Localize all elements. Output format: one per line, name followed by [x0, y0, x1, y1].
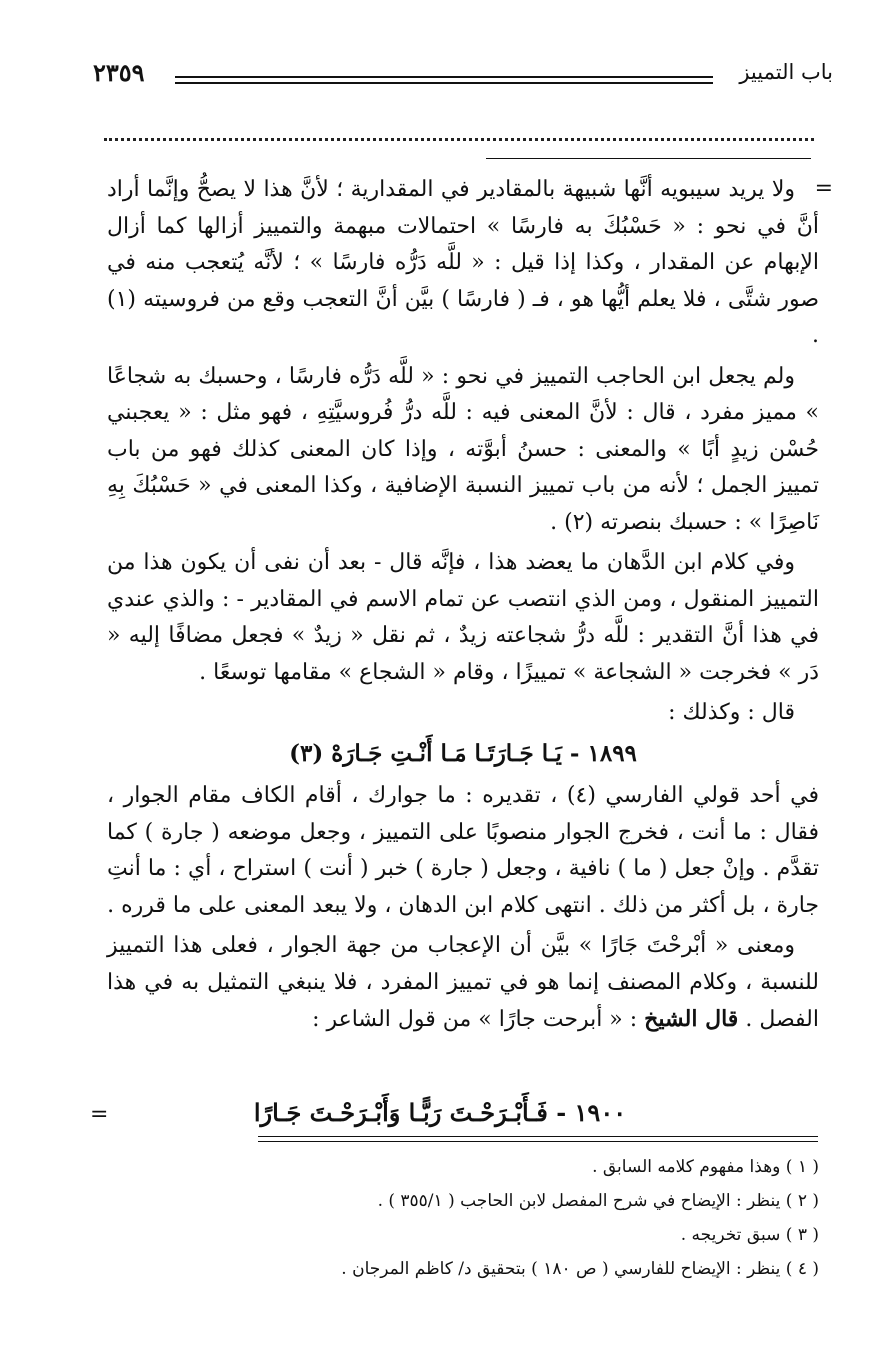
header-rule-2: [175, 82, 713, 84]
footnote-rule: [258, 1136, 818, 1137]
paragraph-6: [107, 928, 819, 1039]
paragraph-4: قال : وكذلك :: [668, 700, 795, 725]
chapter-title: باب التمييز: [739, 60, 833, 84]
paragraph-5: في أحد قولي الفارسي (٤) ، تقديره : ما جوارك ، أقام الكاف مقام الجوار ، فقال : ما أنت ، فخرج الجوار منصوبًا على التمييز ، وجعل موضعه ( جارة ) كما تقدَّم . وإنْ جعل ( ما ) نافية ، وجعل ( جارة ) خبر ( أنت ) استراح ، أي : ما أنتِ جارة ، بل أكثر من ذلك . انتهى كلام ابن الدهان ، ولا يبعد المعنى على ما قرره .: [107, 783, 819, 918]
shaykh-label: قال الشيخ: [644, 1006, 739, 1032]
footnote-rule-2: [258, 1141, 818, 1142]
paragraph-1: ولا يريد سيبويه أنَّها شبيهة بالمقادير في المقدارية ؛ لأنَّ هذا لا يصحُّ وإنَّما أراد أنَّ في نحو : « حَسْبُكَ به فارسًا » احتمالات مبهمة والتمييز أزالها كما أزال الإبهام عن المقدار ، وكذا إذا قيل : « للَّه دَرُّه فارسًا » ؛ لأنَّه يُتعجب منه في صور شتَّى ، فلا يعلم أيُّها هو ، فـ ( فارسًا ) بيَّن أنَّ التعجب وقع من فروسيته (١) .: [107, 177, 819, 348]
short-rule: [486, 158, 811, 159]
paragraph-2: ولم يجعل ابن الحاجب التمييز في نحو : « للَّه دَرُّه فارسًا ، وحسبك به شجاعًا » مميز مفرد ، قال : لأنَّ المعنى فيه : للَّه درُّ فُروسيَّتِهِ ، فهو مثل : « يعجبني حُسْن زيدٍ أبًا » والمعنى : حسنُ أبوَّته ، وإذا كان المعنى كذلك فهو من باب تمييز الجمل ؛ لأنه من باب تمييز النسبة الإضافية ، وكذا المعنى في « حَسْبُكَ بِهِ نَاصِرًا » : حسبك بنصرته (٢) .: [107, 363, 819, 535]
footnotes: [107, 1150, 819, 1286]
footnote-1: ( ١ ) وهذا مفهوم كلامه السابق .: [592, 1157, 819, 1177]
continuation-mark-top: =: [814, 176, 833, 201]
footnote-4: ( ٤ ) ينظر : الإيضاح للفارسي ( ص ١٨٠ ) بتحقيق د/ كاظم المرجان .: [341, 1259, 819, 1279]
footnote-3: ( ٣ ) سبق تخريجه .: [680, 1225, 819, 1245]
paragraph-6-text: ومعنى « أبْرحْتَ جَارًا » بيَّن أن الإعجاب من جهة الجوار ، فعلى هذا التمييز للنسبة ، وكلام المصنف إنما هو في تمييز المفرد ، فلا ينبغي التمثيل به في هذا الفصل .: [107, 933, 819, 1032]
continuation-mark-bottom: =: [90, 1102, 109, 1127]
verse-1899: ١٨٩٩ - يَـا جَـارَتَـا مَـا أَنْـتِ جَـارَهْ (٣): [289, 739, 637, 767]
footnote-2: ( ٢ ) ينظر : الإيضاح في شرح المفصل لابن الحاجب ( ٣٥٥/١ ) .: [377, 1191, 819, 1211]
main-text: [107, 172, 819, 1043]
shaykh-text: : « أبرحت جارًا » من قول الشاعر :: [312, 1007, 645, 1032]
dotted-separator: [104, 126, 814, 141]
paragraph-3: وفي كلام ابن الدَّهان ما يعضد هذا ، فإنَّه قال - بعد أن نفى أن يكون هذا من التمييز المنقول ، ومن الذي انتصب عن تمام الاسم في المقادير - : والذي عندي في هذا أنَّ التقدير : للَّه درُّ شجاعته زيدٌ ، ثم نقل « زيدٌ » فجعل مضافًا إليه « دَر » فخرجت « الشجاعة » تمييزًا ، وقام « الشجاع » مقامها توسعًا .: [107, 550, 819, 685]
page-number: ٢٣٥٩: [93, 58, 145, 87]
header-rule: [175, 76, 713, 78]
verse-1900: ١٩٠٠ - فَـأَبْـرَحْـتَ رَبًّـا وَأَبْـرَحْـتَ جَـارًا: [253, 1098, 627, 1127]
